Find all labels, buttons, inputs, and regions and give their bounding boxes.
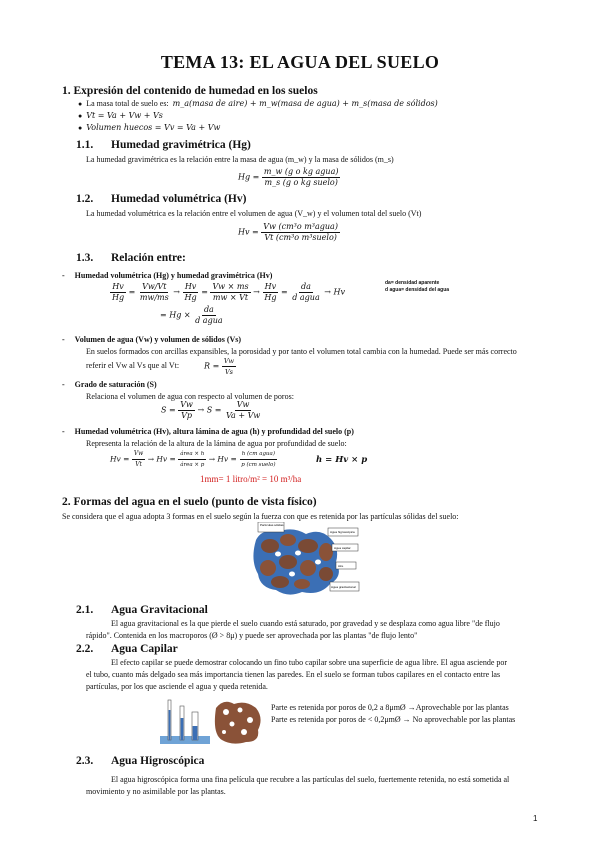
fig-label-hygroscopic: Agua higroscópica	[330, 530, 355, 534]
saturation-formula: S = $\frac{Vw}{Vp}$ → S = $\frac{Vw}{Va + Vw}$	[161, 400, 261, 420]
h-formula: h = Hv × p	[316, 455, 368, 465]
item-3-text: Relaciona el volumen de agua con respecto al volumen de poros:	[86, 392, 294, 401]
item-1: - Humedad volumétrica (Hg) y humedad gravimétrica (Hv)	[62, 271, 273, 280]
section-2-2-text-3: partículas, por los que asciende el agua y queda retenida.	[86, 682, 268, 691]
section-2-3-number: 2.3.	[76, 755, 94, 767]
bullet-2: ● Vt = Va + Vw + Vs	[78, 111, 163, 120]
bullet-1: ● La masa total de suelo es: m_a(masa de aire) + m_w(masa de agua) + m_s(masa de sólidos)	[78, 99, 438, 108]
particle	[279, 555, 297, 569]
r-formula: R = $\frac{Vw}{Vs}$	[204, 357, 235, 376]
item-3: - Grado de saturación (S)	[62, 380, 157, 389]
section-2-2-text-1: El efecto capilar se puede demostrar colocando un fino tubo capilar sobre una superficie de agua libre. El agua asciende por	[111, 658, 508, 667]
section-2-1-heading: Agua Gravitacional	[111, 604, 208, 616]
soil-pores-image	[215, 702, 261, 744]
section-2-3-heading: Agua Higroscópica	[111, 755, 205, 767]
hg-formula: Hg = $\frac{\text{m\_w (g o kg agua)}}{\text{m\_s (g o kg suelo)}}$	[238, 167, 339, 187]
particle	[261, 539, 279, 553]
capillary-figure	[160, 694, 266, 746]
section-2-3-text-2: movimiento y no asimilable por las plantas.	[86, 787, 226, 796]
section-1-1-text: La humedad gravimétrica es la relación entre la masa de agua (m_w) y la masa de sólidos (m_s)	[86, 155, 394, 164]
fig-label-solids: Partículas sólidas	[260, 523, 284, 527]
section-2-2-number: 2.2.	[76, 643, 94, 655]
item-2: - Volumen de agua (Vw) y volumen de sólidos (Vs)	[62, 335, 242, 344]
item-4: - Humedad volumétrica (Hv), altura lámina de agua (h) y profundidad del suelo (p)	[62, 427, 354, 436]
fig-label-gravitational: Agua gravitacional	[331, 585, 356, 589]
section-2-3-text-1: El agua higroscópica forma una fina película que recubre a las partículas del suelo, fuertemente retenida, no está sometida al	[111, 775, 510, 784]
bullet-3: ● Volumen huecos = Vv = Va + Vw	[78, 123, 221, 132]
section-2-1-text-1: El agua gravitacional es la que pierde el suelo cuando está saturado, por gravedad y se desplaza como agua libre "de flujo	[111, 619, 500, 628]
item-2-text-1: En suelos formados con arcillas expansibles, la porosidad y por tanto el volumen total cambia con la humedad. Puede ser más correcto	[86, 347, 517, 356]
section-1-2-number: 1.2.	[76, 193, 94, 205]
relation-formula-1: $\frac{Hv}{Hg}$ = $\frac{Vw/Vt}{mw/ms}$ → $\frac{Hv}{Hg}$ = $\frac{Vw \times ms}{mw \times Vt}$ → $\frac{Hv}{Hg}$ = $\frac{da}{\text{d agua}}$ → Hv	[112, 282, 346, 302]
particle	[294, 579, 310, 589]
particle	[319, 543, 333, 561]
section-2-1-text-2: rápido". Contenida en los macroporos (Ø > 8μ) y puede ser aprovechada por las plantas "de flujo lento"	[86, 631, 418, 640]
particle	[300, 560, 316, 576]
air-pocket	[275, 552, 281, 557]
particle	[319, 567, 333, 581]
item-2-text-2: referir el Vw al Vs que al Vt:	[86, 361, 180, 370]
note-water-density: d agua= densidad del agua	[385, 287, 450, 293]
section-1-2-heading: Humedad volumétrica (Hv)	[111, 193, 247, 205]
page-number: 1	[533, 814, 538, 823]
air-pocket	[295, 551, 301, 556]
section-1-1-number: 1.1.	[76, 139, 94, 151]
unit-conversion: 1mm= 1 litro/m² = 10 m³/ha	[200, 474, 302, 484]
hv-formula: Hv = $\frac{\text{Vw (cm³o m³agua)}}{\text{Vt (cm³o m³suelo)}}$	[238, 222, 338, 242]
relation-formula-2: = Hg × $\frac{da}{\text{d agua}}$	[160, 305, 223, 325]
section-1-3-number: 1.3.	[76, 252, 94, 264]
page-title: TEMA 13: EL AGUA DEL SUELO	[160, 52, 440, 72]
section-1-1-heading: Humedad gravimétrica (Hg)	[111, 139, 251, 151]
note-density: da= densidad aparente	[385, 280, 440, 286]
fig-label-capillary: Agua capilar	[334, 546, 351, 550]
section-2-intro: Se considera que el agua adopta 3 formas en el suelo según la fuerza con que es retenida por las partículas sólidas del suelo:	[62, 512, 459, 521]
section-1-heading: 1. Expresión del contenido de humedad en los suelos	[62, 85, 318, 97]
section-2-1-number: 2.1.	[76, 604, 94, 616]
particle	[271, 576, 289, 588]
hv-depth-formula: Hv = $\frac{Vw}{Vt}$ → Hv = $\frac{\text{área × h}}{\text{área × p}}$ → Hv = $\frac{\text{h (cm agua)}}{\text{p (cm suelo)}}$	[110, 450, 276, 468]
section-2-2-text-2: el tubo, cuanto más delgado sea más importancia tienen las paredes. En el suelo se forman tubos capilares en el contacto entre las	[86, 670, 501, 679]
particle	[280, 534, 296, 546]
section-1-3-heading: Relación entre:	[111, 252, 186, 264]
capillary-note-2: Parte es retenida por poros de < 0,2μmØ → No aprovechable por las plantas	[271, 715, 516, 724]
particle	[260, 560, 276, 576]
fig-label-air: Aire	[338, 564, 344, 568]
capillary-note-1: Parte es retenida por poros de 0,2 a 8μmØ →Aprovechable por las plantas	[271, 703, 509, 712]
air-pocket	[315, 560, 321, 565]
water-surface	[160, 736, 210, 744]
item-4-text: Representa la relación de la altura de la lámina de agua por profundidad de suelo:	[86, 439, 347, 448]
section-2-2-heading: Agua Capilar	[111, 643, 178, 655]
section-1-2-text: La humedad volumétrica es la relación entre el volumen de agua (V_w) y el volumen total del suelo (Vt)	[86, 209, 422, 218]
air-pocket	[289, 572, 295, 577]
soil-water-figure	[248, 522, 360, 598]
particle	[298, 539, 318, 553]
section-2-heading: 2. Formas del agua en el suelo (punto de vista físico)	[62, 496, 317, 508]
